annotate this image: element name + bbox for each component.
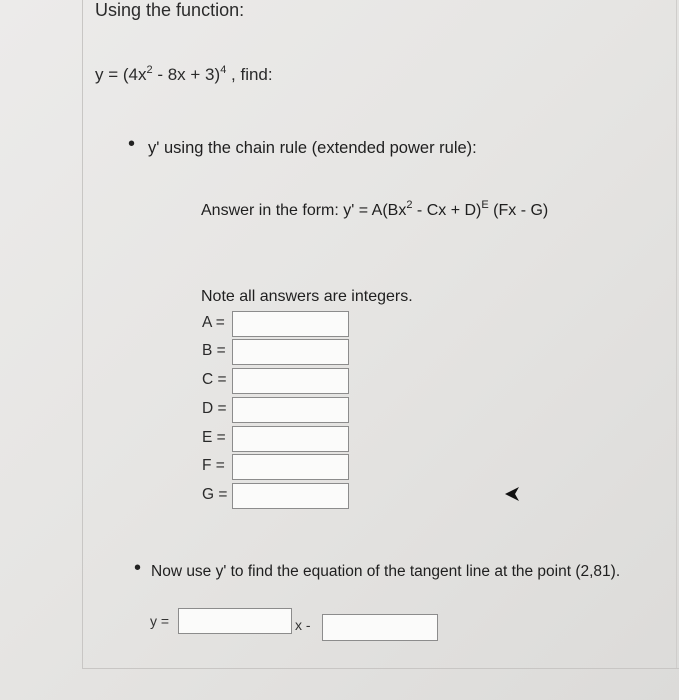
tangent-x-label: x - (295, 617, 311, 633)
mouse-cursor-icon (504, 486, 522, 502)
bullet-2: • (134, 557, 142, 579)
answer-input-c[interactable] (232, 368, 349, 394)
function-expression: $y = (4x^2 - 8x + 3)^4$ , find: (95, 64, 273, 84)
tangent-intercept-input[interactable] (322, 614, 438, 641)
tangent-y-label: y = (150, 613, 170, 629)
field-label-g: G = (202, 486, 228, 503)
page-title: Using the function: (95, 0, 245, 20)
panel-left-border (82, 0, 83, 668)
panel-bottom-border (82, 668, 679, 669)
integers-note: Note all answers are integers. (201, 288, 413, 305)
answer-input-g[interactable] (232, 483, 349, 509)
part1-instruction: y' using the chain rule (extended power rule): (148, 139, 477, 157)
field-label-d: D = (202, 400, 227, 417)
bullet-1: • (128, 133, 136, 155)
answer-input-f[interactable] (232, 454, 349, 480)
part2-instruction: Now use y' to find the equation of the tangent line at the point (2,81). (151, 563, 621, 580)
field-label-c: C = (202, 371, 227, 388)
field-label-e: E = (202, 429, 226, 446)
field-label-f: F = (202, 457, 225, 474)
answer-input-b[interactable] (232, 339, 349, 365)
field-label-a: A = (202, 314, 225, 331)
answer-input-d[interactable] (232, 397, 349, 423)
tangent-slope-input[interactable] (178, 608, 292, 634)
answer-input-a[interactable] (232, 311, 349, 337)
answer-input-e[interactable] (232, 426, 349, 452)
panel-right-border (676, 0, 677, 668)
field-label-b: B = (202, 342, 226, 359)
answer-form-expression: Answer in the form: $y' = A(Bx^2 - Cx + D)^E$ (Fx - G) (201, 199, 549, 219)
